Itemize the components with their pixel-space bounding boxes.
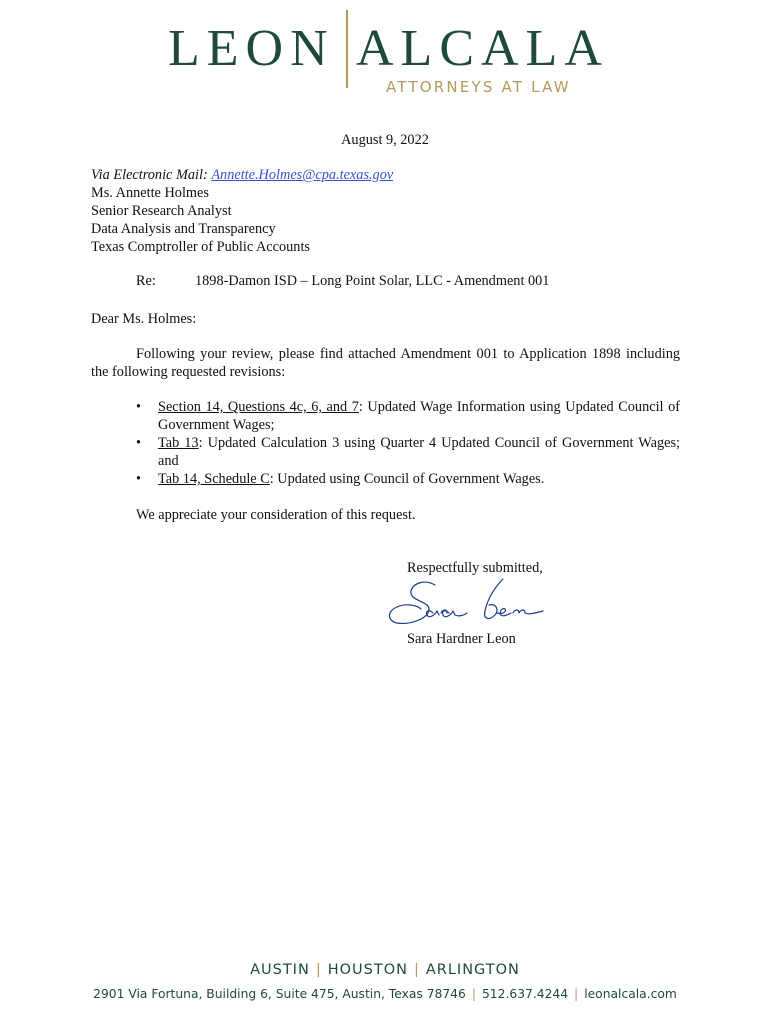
re-subject: 1898-Damon ISD – Long Point Solar, LLC - Amendment 001 xyxy=(195,273,550,289)
footer-address: 2901 Via Fortuna, Building 6, Suite 475, Austin, Texas 78746 xyxy=(93,987,466,1001)
revision-reference: Tab 13 xyxy=(158,435,199,451)
list-item xyxy=(136,434,680,470)
re-line xyxy=(136,272,549,290)
logo-name-left: LEON xyxy=(168,20,335,77)
revision-text: : Updated using Council of Government Wages. xyxy=(269,471,545,487)
letter-date: August 9, 2022 xyxy=(341,132,429,148)
recipient-organization: Texas Comptroller of Public Accounts xyxy=(91,239,310,255)
signer-name: Sara Hardner Leon xyxy=(407,631,516,647)
bullet: • xyxy=(136,471,142,487)
list-item xyxy=(136,398,680,434)
footer-contact xyxy=(0,987,770,1001)
bullet: • xyxy=(136,435,142,451)
handwritten-signature xyxy=(385,575,560,635)
recipient-address-block xyxy=(91,166,393,256)
footer-separator: | xyxy=(574,987,579,1001)
letterhead-logo xyxy=(0,0,770,110)
closing-paragraph: We appreciate your consideration of this request. xyxy=(136,507,416,523)
footer-separator: | xyxy=(315,962,322,978)
logo-name-right: ALCALA xyxy=(356,20,609,77)
body-paragraph xyxy=(91,345,680,381)
revision-text: : Updated Wage Information using Updated Council of Government Wages; xyxy=(158,399,680,433)
footer-separator: | xyxy=(471,987,476,1001)
revisions-list xyxy=(136,398,680,488)
re-label: Re: xyxy=(136,273,156,289)
footer-city: AUSTIN xyxy=(250,962,310,978)
revision-reference: Tab 14, Schedule C xyxy=(158,471,270,487)
salutation: Dear Ms. Holmes: xyxy=(91,311,197,327)
closing-phrase: Respectfully submitted, xyxy=(407,560,543,576)
logo-subtitle: ATTORNEYS AT LAW xyxy=(386,78,571,96)
footer-phone: 512.637.4244 xyxy=(481,987,569,1001)
revision-text: : Updated Calculation 3 using Quarter 4 Updated Council of Government Wages; and xyxy=(158,435,681,469)
revision-reference: Section 14, Questions 4c, 6, and 7 xyxy=(158,399,359,415)
list-item xyxy=(136,470,680,488)
recipient-title: Senior Research Analyst xyxy=(91,203,232,219)
footer-city: HOUSTON xyxy=(327,962,408,978)
recipient-name: Ms. Annette Holmes xyxy=(91,185,209,201)
recipient-email-link[interactable]: Annette.Holmes@cpa.texas.gov xyxy=(211,167,394,183)
footer-website-link[interactable]: leonalcala.com xyxy=(584,987,677,1001)
footer-separator: | xyxy=(413,962,420,978)
recipient-department: Data Analysis and Transparency xyxy=(91,221,276,237)
bullet: • xyxy=(136,399,142,415)
logo-divider xyxy=(346,10,348,88)
footer-city: ARLINGTON xyxy=(425,962,520,978)
body-text: Following your review, please find attached Amendment 001 to Application 1898 including the following requested revisions: xyxy=(91,346,680,380)
delivery-method-line xyxy=(91,166,393,184)
footer-offices xyxy=(0,962,770,978)
delivery-method-label: Via Electronic Mail: xyxy=(91,167,208,183)
